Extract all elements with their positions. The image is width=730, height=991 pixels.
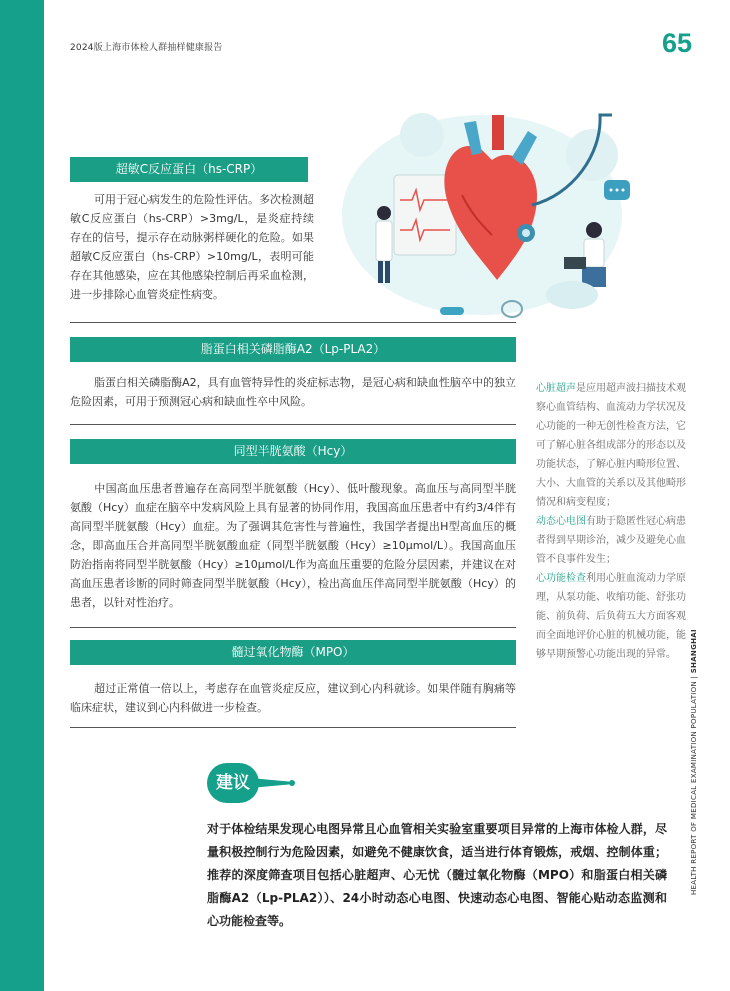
section-body-lp-pla2: 脂蛋白相关磷脂酶A2，具有血管特异性的炎症标志物，是冠心病和缺血性脑卒中的独立危险因素，可用于预测冠心病和缺血性卒中风险。	[70, 376, 516, 408]
cardiology-illustration	[332, 95, 632, 325]
section-heading-hs-crp: 超敏C反应蛋白（hs-CRP）	[70, 157, 308, 182]
report-header-title: 2024版上海市体检人群抽样健康报告	[70, 43, 223, 53]
section-heading-mpo: 髓过氧化物酶（MPO）	[70, 640, 516, 665]
section-body-hcy: 中国高血压患者普遍存在高同型半胱氨酸（Hcy）、低叶酸现象。高血压与高同型半胱氨酸（Hcy）血症在脑卒中发病风险上具有显著的协同作用，我国高血压患者中有约3/4伴有高同型半胱氨酸（Hcy）血症。为了强调其危害性与普遍性，我国学者提出H型高血压的概念，即高血压合并高同型半胱氨酸血症（同型半胱氨酸（Hcy）≥10μmol/L）。我国高血压防治指南将同型半胱氨酸（Hcy）≥10μmol/L作为高血压重要的危险分层因素，并建议在对高血压患者诊断的同时筛查同型半胱氨酸（Hcy），检出高血压伴高同型半胱氨酸（Hcy）的患者，以针对性治疗。	[70, 482, 516, 609]
advice-badge-tail	[250, 776, 296, 790]
section-body-hs-crp: 可用于冠心病发生的危险性评估。多次检测超敏C反应蛋白（hs-CRP）>3mg/L，是炎症持续存在的信号，提示存在动脉粥样硬化的危险。如果超敏C反应蛋白（hs-CRP）>10mg/L，表明可能存在其他感染，应在其他感染控制后再采血检测，进一步排除心血管炎症性病变。	[70, 193, 314, 301]
sidebar-desc-holter: 有助于隐匿性冠心病患者得到早期诊治，减少及避免心血管不良事件发生；	[536, 516, 686, 565]
sidebar-desc-cardiac-function: 利用心脏血流动力学原理，从泵功能、收缩功能、舒张功能、前负荷、后负荷五大方面客观而全面地评价心脏的机械功能，能够早期预警心功能出现的异常。	[536, 573, 686, 660]
sidebar-definitions	[536, 379, 688, 664]
sidebar-term-holter: 动态心电图	[536, 516, 586, 527]
sidebar-desc-echocardiography: 是应用超声波扫描技术观察心血管结构、血流动力学状况及心功能的一种无创性检查方法，它可了解心脏各组成部分的形态以及功能状态，了解心脏内畸形位置、大小、大血管的关系以及其他畸形情况和病变程度；	[536, 383, 686, 508]
advice-badge: 建议	[207, 763, 259, 803]
section-body-mpo: 超过正常值一倍以上，考虑存在血管炎症反应，建议到心内科就诊。如果伴随有胸痛等临床症状，建议到心内科做进一步检查。	[70, 682, 516, 714]
page-number: 65	[661, 28, 692, 58]
section-divider	[70, 424, 516, 425]
left-accent-bar	[0, 0, 44, 991]
advice-text: 对于体检结果发现心电图异常且心血管相关实验室重要项目异常的上海市体检人群，尽量积极控制行为危险因素，如避免不健康饮食，适当进行体育锻炼，戒烟、控制体重；推荐的深度筛查项目包括心脏超声、心无忧（髓过氧化物酶（MPO）和脂蛋白相关磷脂酶A2（Lp-PLA2））、24小时动态心电图、快速动态心电图、智能心贴动态监测和心功能检查等。	[207, 822, 667, 928]
section-heading-lp-pla2: 脂蛋白相关磷脂酶A2（Lp-PLA2）	[70, 337, 516, 362]
section-heading-hcy: 同型半胱氨酸（Hcy）	[70, 439, 516, 464]
sidebar-term-cardiac-function: 心功能检查	[536, 573, 586, 584]
sidebar-term-echocardiography: 心脏超声	[536, 383, 576, 394]
section-divider	[70, 727, 516, 728]
vertical-report-caption: HEALTH REPORT OF MEDICAL EXAMINATION POPULATION | SHANGHAI	[690, 629, 698, 895]
section-divider	[70, 322, 516, 323]
section-divider	[70, 627, 516, 628]
